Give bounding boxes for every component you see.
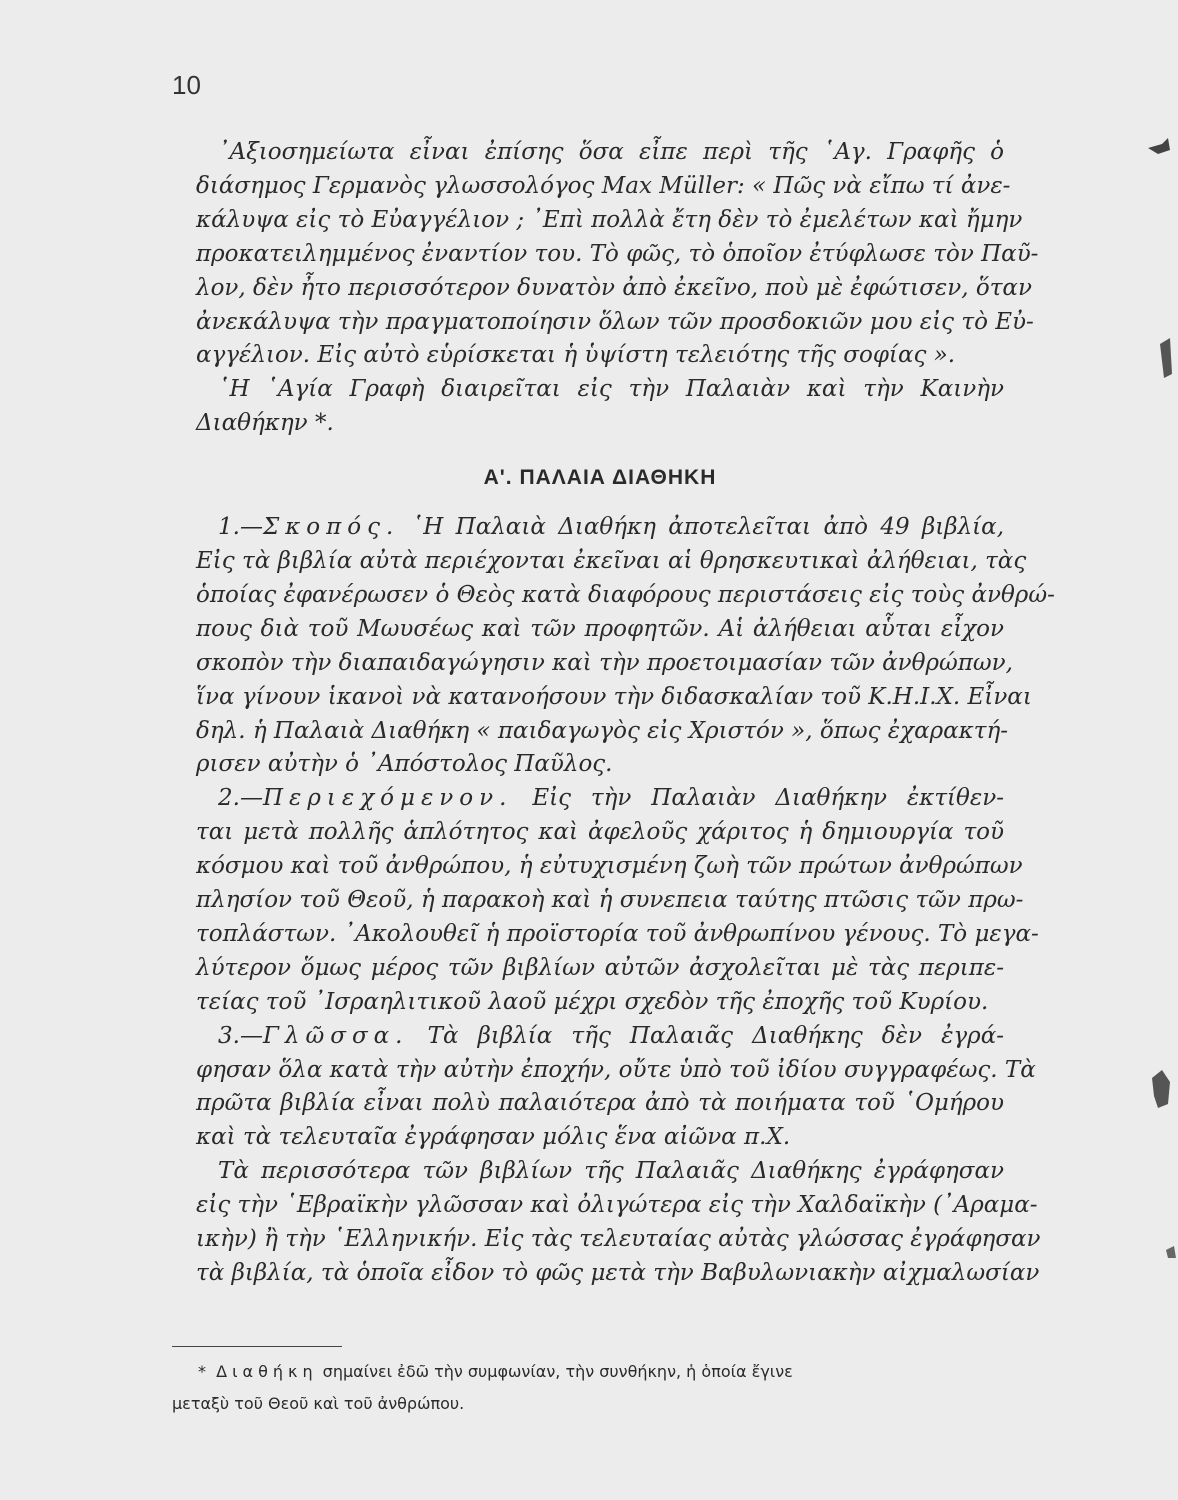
text-line: ῾Η ῾Αγία Γραφὴ διαιρεῖται εἰς τὴν Παλαιὰν καὶ τὴν Καινὴν bbox=[218, 376, 1004, 403]
footnote bbox=[172, 1356, 992, 1420]
section-number: 3.— bbox=[218, 1022, 263, 1049]
text-line: τὰ βιβλία, τὰ ὁποῖα εἶδον τὸ φῶς μετὰ τὴν Βαβυλωνιακὴν αἰχμαλωσίαν bbox=[196, 1260, 1040, 1286]
margin-binding-marks bbox=[1148, 138, 1178, 1258]
body-text bbox=[196, 136, 1055, 1291]
text-line: πρῶτα βιβλία εἶναι πολὺ παλαιότερα ἀπὸ τὰ ποιήματα τοῦ ῾Ομήρου bbox=[196, 1090, 1004, 1117]
text-line: διάσημος Γερμανὸς γλωσσολόγος Max Müller: « Πῶς νὰ εἴπω τί ἀνε- bbox=[196, 172, 1011, 199]
section-number: 2.— bbox=[218, 785, 263, 812]
section-title: Περιεχόμενον. bbox=[262, 785, 513, 812]
text-line: κάλυψα εἰς τὸ Εὐαγγέλιον ; ᾿Επὶ πολλὰ ἔτη δὲν τὸ ἐμελέτων καὶ ἤμην bbox=[196, 206, 1023, 233]
binding-mark bbox=[1160, 338, 1172, 378]
page-number: 10 bbox=[172, 70, 201, 100]
text-line: ἵνα γίνουν ἱκανοὶ νὰ κατανοήσουν τὴν διδασκαλίαν τοῦ Κ.Η.Ι.Χ. Εἶναι bbox=[196, 683, 1032, 710]
text-line: Εἰς τὰ βιβλία αὐτὰ περιέχονται ἐκεῖναι αἱ θρησκευτικαὶ ἀλήθειαι, τὰς bbox=[196, 547, 1027, 574]
text-line: Τὰ περισσότερα τῶν βιβλίων τῆς Παλαιᾶς Διαθήκης ἐγράφησαν bbox=[218, 1158, 1004, 1185]
text-line: ικὴν) ἢ τὴν ῾Ελληνικήν. Εἰς τὰς τελευταίας αὐτὰς γλώσσας ἐγράφησαν bbox=[196, 1226, 1041, 1253]
footnote-divider bbox=[172, 1346, 342, 1347]
text-line: ρισεν αὐτὴν ὁ ᾿Απόστολος Παῦλος. bbox=[196, 751, 613, 778]
text-line: κόσμου καὶ τοῦ ἀνθρώπου, ἡ εὐτυχισμένη ζωὴ τῶν πρώτων ἀνθρώπων bbox=[196, 853, 1023, 880]
text-line bbox=[196, 1020, 1004, 1054]
footnote-term: Διαθήκη bbox=[216, 1362, 318, 1381]
footnote-text: σημαίνει ἐδῶ τὴν συμφωνίαν, τὴν συνθήκην, ἡ ὁποία ἔγινε bbox=[322, 1362, 793, 1381]
text-span: ῾Η Παλαιὰ Διαθήκη ἀποτελεῖται ἀπὸ 49 βιβλία, bbox=[411, 514, 1005, 541]
text-line: ᾿Αξιοσημείωτα εἶναι ἐπίσης ὅσα εἶπε περὶ τῆς ῾Αγ. Γραφῆς ὁ bbox=[218, 139, 1004, 165]
text-line bbox=[196, 782, 1004, 816]
footnote-marker: * bbox=[198, 1362, 206, 1381]
text-line: φησαν ὅλα κατὰ τὴν αὐτὴν ἐποχήν, οὔτε ὑπὸ τοῦ ἰδίου συγγραφέως. Τὰ bbox=[196, 1056, 1036, 1083]
section-heading: Α'. ΠΑΛΑΙΑ ΔΙΑΘΗΚΗ bbox=[483, 466, 717, 490]
binding-mark bbox=[1166, 1246, 1176, 1258]
text-line: αγγέλιον. Εἰς αὐτὸ εὑρίσκεται ἡ ὑψίστη τελειότης τῆς σοφίας ». bbox=[196, 342, 956, 369]
text-line: ἀνεκάλυψα τὴν πραγματοποίησιν ὅλων τῶν προσδοκιῶν μου εἰς τὸ Εὐ- bbox=[196, 308, 1034, 335]
text-line: σκοπὸν τὴν διαπαιδαγώγησιν καὶ τὴν προετοιμασίαν τῶν ἀνθρώπων, bbox=[196, 649, 1013, 676]
text-line: εἰς τὴν ῾Εβραϊκὴν γλῶσσαν καὶ ὀλιγώτερα εἰς τὴν Χαλδαϊκὴν (᾿Αραμα- bbox=[196, 1192, 1038, 1219]
section-title: Γλῶσσα. bbox=[262, 1022, 409, 1049]
binding-mark bbox=[1148, 138, 1170, 154]
binding-mark bbox=[1152, 1070, 1170, 1108]
text-line: πλησίον τοῦ Θεοῦ, ἡ παρακοὴ καὶ ἡ συνεπεια ταύτης πτῶσις τῶν πρω- bbox=[196, 887, 1024, 914]
text-line: καὶ τὰ τελευταῖα ἐγράφησαν μόλις ἕνα αἰῶνα π.Χ. bbox=[196, 1124, 791, 1151]
text-line: λύτερον ὅμως μέρος τῶν βιβλίων αὐτῶν ἀσχολεῖται μὲ τὰς περιπε- bbox=[196, 954, 1004, 981]
text-line: λον, δὲν ἦτο περισσότερον δυνατὸν ἀπὸ ἐκεῖνο, ποὺ μὲ ἐφώτισεν, ὅταν bbox=[196, 274, 1032, 301]
footnote-line: μεταξὺ τοῦ Θεοῦ καὶ τοῦ ἀνθρώπου. bbox=[172, 1394, 465, 1413]
text-line: πους διὰ τοῦ Μωυσέως καὶ τῶν προφητῶν. Αἱ ἀλήθειαι αὗται εἶχον bbox=[196, 615, 1004, 642]
text-line: τοπλάστων. ᾿Ακολουθεῖ ἡ προϊστορία τοῦ ἀνθρωπίνου γένους. Τὸ μεγα- bbox=[196, 920, 1039, 947]
text-span: Εἰς τὴν Παλαιὰν Διαθήκην ἐκτίθεν- bbox=[532, 785, 1005, 812]
section-title: Σκοπός. bbox=[262, 514, 400, 541]
text-span: Τὰ βιβλία τῆς Παλαιᾶς Διαθήκης δὲν ἐγρά- bbox=[427, 1022, 1004, 1049]
text-line bbox=[196, 511, 1004, 545]
footnote-line bbox=[172, 1356, 992, 1388]
text-line: ὁποίας ἐφανέρωσεν ὁ Θεὸς κατὰ διαφόρους περιστάσεις εἰς τοὺς ἀνθρώ- bbox=[196, 581, 1055, 608]
text-line: Διαθήκην *. bbox=[196, 410, 334, 437]
text-line: προκατειλημμένος ἐναντίον του. Τὸ φῶς, τὸ ὁποῖον ἐτύφλωσε τὸν Παῦ- bbox=[196, 240, 1039, 267]
text-line: ται μετὰ πολλῆς ἁπλότητος καὶ ἀφελοῦς χάριτος ἡ δημιουργία τοῦ bbox=[196, 819, 1004, 846]
text-line: δηλ. ἡ Παλαιὰ Διαθήκη « παιδαγωγὸς εἰς Χριστόν », ὅπως ἐχαρακτή- bbox=[196, 717, 1009, 744]
text-line: τείας τοῦ ᾿Ισραηλιτικοῦ λαοῦ μέχρι σχεδὸν τῆς ἐποχῆς τοῦ Κυρίου. bbox=[196, 988, 989, 1015]
section-number: 1.— bbox=[218, 514, 263, 541]
